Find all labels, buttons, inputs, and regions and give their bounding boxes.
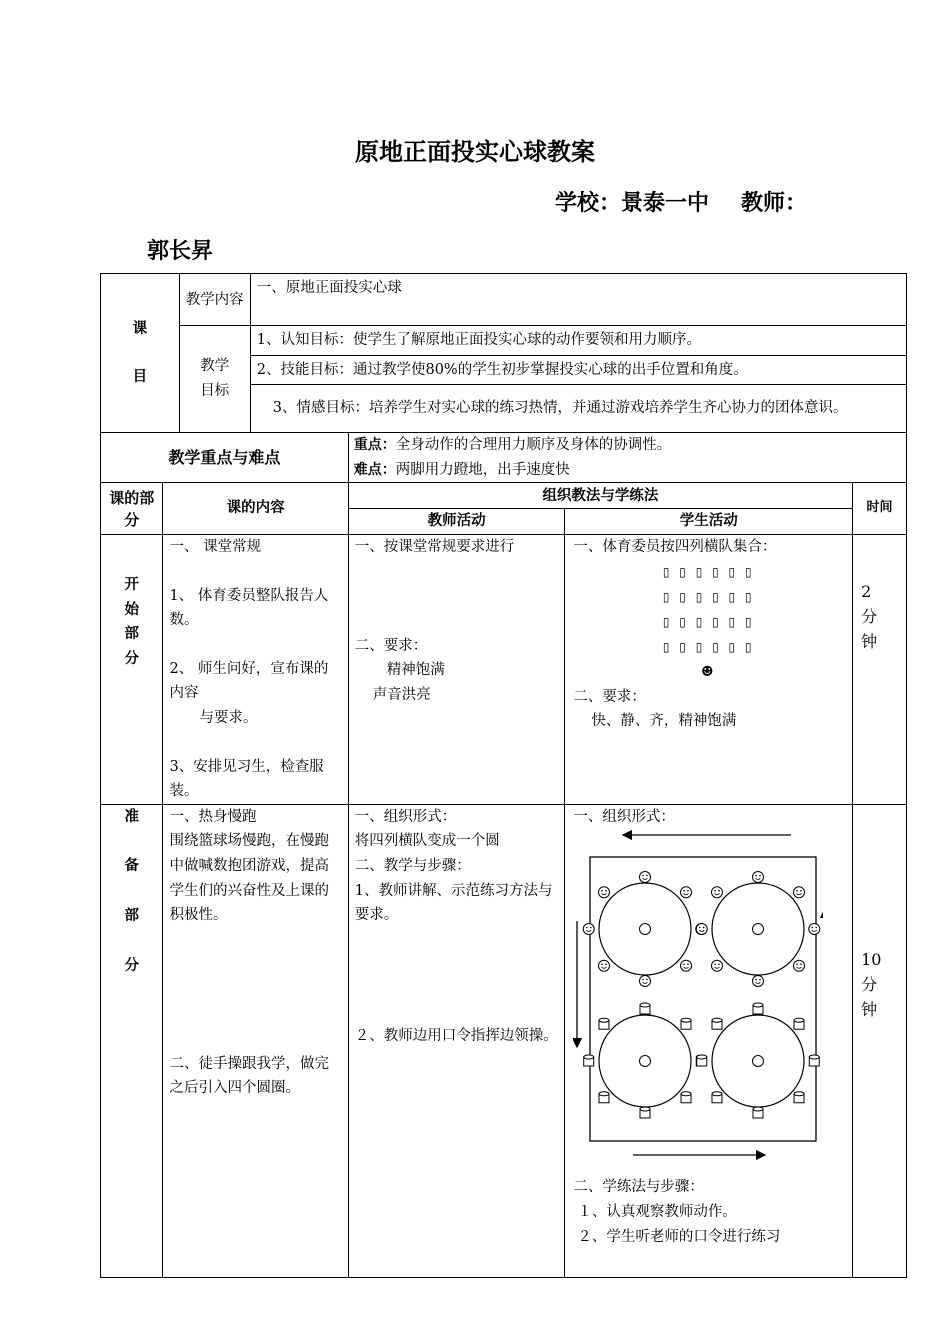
circle-formation-diagram — [573, 829, 823, 1175]
smiley-eye — [643, 875, 645, 877]
smiley-eye — [719, 890, 721, 892]
student-smiley-icon — [640, 872, 651, 883]
page-title: 原地正面投实心球教案 — [355, 138, 595, 166]
ball-top — [712, 1019, 722, 1023]
content-label: 教学内容 — [179, 274, 250, 326]
teacher-marker — [640, 1056, 651, 1067]
teacher-smiley-icon: ☻ — [700, 663, 717, 680]
student-smiley-icon — [794, 961, 805, 972]
header-student: 学生活动 — [565, 509, 853, 535]
smiley-eye — [586, 927, 588, 929]
teacher-marker — [753, 924, 764, 935]
goal-3: 3、情感目标：培养学生对实心球的练习热情，并通过游戏培养学生齐心协力的团体意识。 — [250, 385, 906, 433]
formation-row: ▯ ▯ ▯ ▯ ▯ ▯ — [662, 639, 755, 654]
student-smiley-icon — [753, 976, 764, 987]
smiley-eye — [812, 927, 814, 929]
smiley-eye — [699, 927, 701, 929]
teacher-label: 教师： — [741, 191, 808, 216]
formation-diagram — [573, 560, 844, 685]
smiley-eye — [760, 875, 762, 877]
ball-top — [810, 1055, 820, 1059]
start-teacher: 一、按课堂常规要求进行 二、要求： 精神饱满 声音洪亮 — [348, 534, 565, 804]
goal-1: 1、认知目标：使学生了解原地正面投实心球的动作要领和用力顺序。 — [250, 326, 906, 356]
teacher-marker — [753, 1056, 764, 1067]
smiley-eye — [756, 979, 758, 981]
student-smiley-icon — [681, 887, 692, 898]
student-smiley-icon — [640, 976, 651, 987]
start-student: 一、体育委员按四列横队集合： ▯ ▯ ▯ ▯ ▯ ▯ ▯ ▯ ▯ ▯ ▯ ▯ ▯ ▯ ▯ ▯ ▯ ▯ ▯ ▯ ▯ ▯ ▯ ▯ ☻ 二、要求： 快、静、齐，精神饱满 — [565, 534, 853, 804]
student-smiley-icon — [712, 961, 723, 972]
ball-top — [794, 1019, 804, 1023]
formation-row: ▯ ▯ ▯ ▯ ▯ ▯ — [662, 614, 755, 629]
smiley-eye — [703, 927, 705, 929]
school-label: 学校：景泰一中 — [555, 191, 710, 216]
school-teacher-line — [555, 186, 807, 217]
ball-top — [599, 1019, 609, 1023]
difficulty-text: 两脚用力蹬地，出手速度快 — [395, 461, 570, 478]
student-smiley-icon — [753, 872, 764, 883]
smiley-eye — [688, 964, 690, 966]
prep-student: 一、组织形式： 二、学练法与步骤： １、认真观察教师动作。 ２、学生听老师的口令进行练习 — [565, 804, 853, 1277]
key-label: 重点： — [353, 437, 396, 454]
smiley-eye — [606, 890, 608, 892]
smiley-eye — [760, 979, 762, 981]
goal-label: 教学目标 — [179, 326, 250, 433]
smiley-eye — [816, 927, 818, 929]
smiley-eye — [606, 964, 608, 966]
lesson-plan-table — [100, 273, 907, 1278]
header-content: 课的内容 — [163, 483, 348, 535]
teacher-name: 郭长昇 — [147, 239, 214, 264]
teacher-marker — [640, 924, 651, 935]
smiley-eye — [688, 890, 690, 892]
smiley-eye — [602, 890, 604, 892]
ball-top — [753, 1003, 763, 1007]
header-teacher: 教师活动 — [348, 509, 565, 535]
smiley-eye — [756, 875, 758, 877]
course-goal-side-label: 课 目 — [101, 274, 180, 433]
key-points-label: 教学重点与难点 — [101, 433, 349, 483]
content-text: 一、原地正面投实心球 — [250, 274, 906, 326]
ball-top — [681, 1019, 691, 1023]
student-smiley-icon — [712, 887, 723, 898]
ball-top — [697, 1055, 707, 1059]
student-smiley-icon — [697, 924, 708, 935]
smiley-eye — [715, 964, 717, 966]
prep-section-label: 准 备 部 分 — [101, 804, 163, 1277]
student-smiley-icon — [794, 887, 805, 898]
smiley-eye — [797, 890, 799, 892]
student-smiley-icon — [584, 924, 595, 935]
student-smiley-icon — [599, 887, 610, 898]
ball-top — [640, 1003, 650, 1007]
header-org: 组织教法与学练法 — [348, 483, 852, 509]
formation-row: ▯ ▯ ▯ ▯ ▯ ▯ — [662, 589, 755, 604]
prep-time: 10 分 钟 — [853, 804, 907, 1277]
ball-top — [681, 1092, 691, 1096]
key-points-text — [348, 433, 906, 483]
ball-top — [584, 1055, 594, 1059]
smiley-eye — [684, 890, 686, 892]
prep-content: 一、热身慢跑 围绕篮球场慢跑，在慢跑中做喊数抱团游戏，提高学生们的兴奋性及上课的积极性。 二、徒手操跟我学，做完之后引入四个圆圈。 — [163, 804, 348, 1277]
key-text: 全身动作的合理用力顺序及身体的协调性。 — [395, 437, 672, 454]
header-part: 课的部分 — [101, 483, 163, 535]
smiley-eye — [801, 964, 803, 966]
smiley-eye — [801, 890, 803, 892]
start-time: 2 分 钟 — [853, 534, 907, 804]
smiley-eye — [719, 964, 721, 966]
start-section-label: 开 始 部 分 — [101, 534, 163, 804]
smiley-eye — [797, 964, 799, 966]
goal-2: 2、技能目标：通过教学使80%的学生初步掌握投实心球的出手位置和角度。 — [250, 355, 906, 385]
smiley-eye — [643, 979, 645, 981]
student-smiley-icon — [681, 961, 692, 972]
smiley-eye — [590, 927, 592, 929]
prep-teacher: 一、组织形式： 将四列横队变成一个圆 二、教学与步骤： 1、教师讲解、示范练习方法与要求。 ２、教师边用口令指挥边领操。 — [348, 804, 565, 1277]
smiley-eye — [602, 964, 604, 966]
ball-top — [599, 1092, 609, 1096]
ball-top — [712, 1092, 722, 1096]
student-smiley-icon — [599, 961, 610, 972]
smiley-eye — [715, 890, 717, 892]
smiley-eye — [647, 979, 649, 981]
ball-top — [794, 1092, 804, 1096]
ball-top — [753, 1107, 763, 1111]
ball-top — [640, 1107, 650, 1111]
header-time: 时间 — [853, 483, 907, 535]
difficulty-label: 难点： — [353, 461, 396, 478]
court-rect — [590, 857, 816, 1141]
smiley-eye — [684, 964, 686, 966]
formation-row: ▯ ▯ ▯ ▯ ▯ ▯ — [662, 564, 755, 579]
smiley-eye — [647, 875, 649, 877]
student-smiley-icon — [809, 924, 820, 935]
start-content: 一、 课堂常规 1、 体育委员整队报告人数。 2、 师生问好，宣布课的内容 与要求。 3、安排见习生，检查服装。 — [163, 534, 348, 804]
